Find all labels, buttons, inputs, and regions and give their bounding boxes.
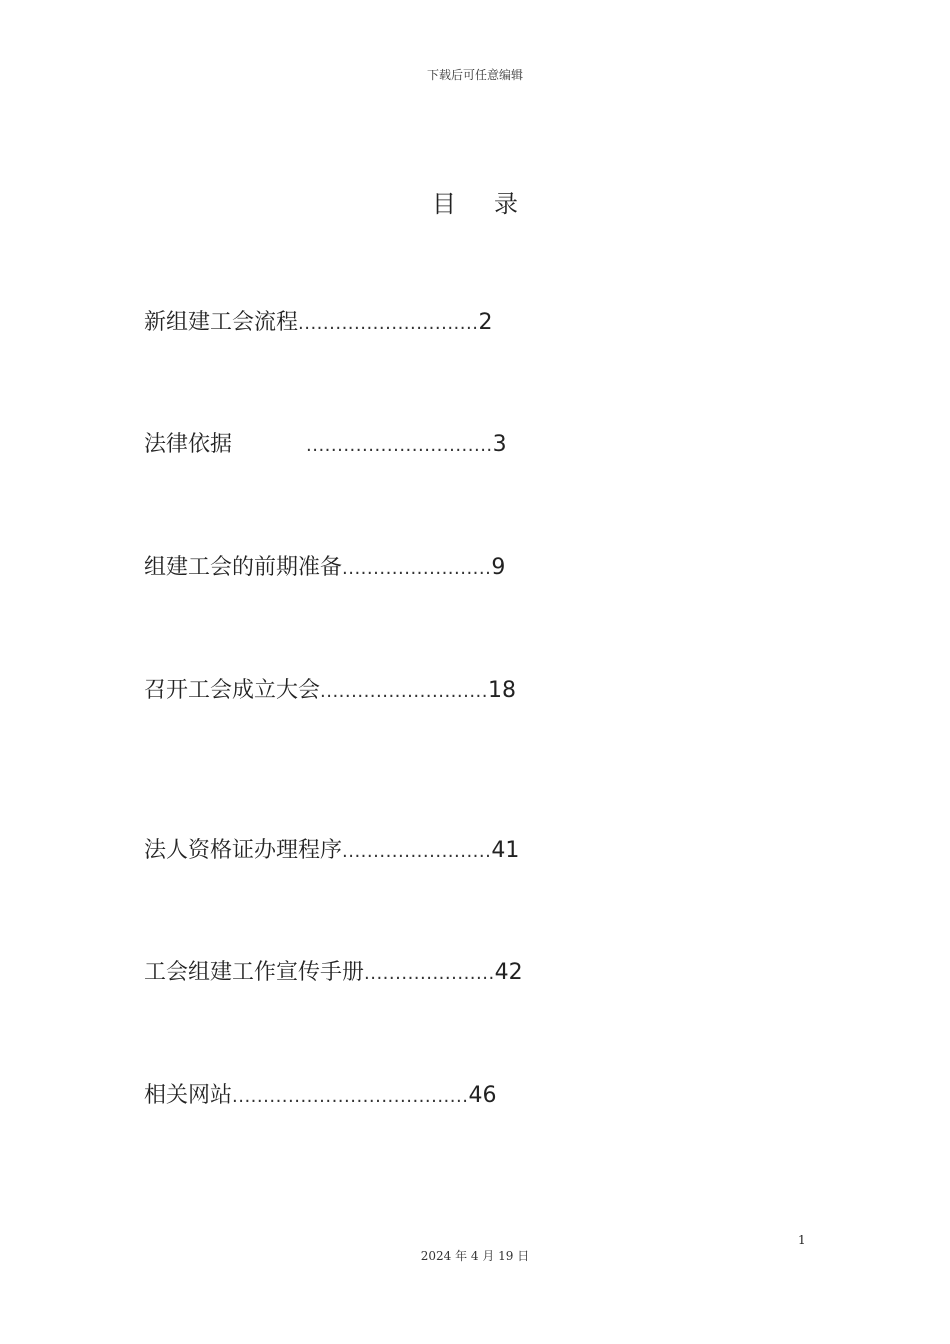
toc-entry[interactable] [144, 430, 507, 461]
toc-entry[interactable] [144, 676, 516, 707]
toc-leader-dots: ..................... [364, 963, 495, 984]
toc-entry[interactable] [144, 958, 523, 989]
toc-entry-label: 法人资格证办理程序 [144, 838, 343, 863]
toc-entry[interactable] [144, 553, 505, 584]
toc-leader-dots: ........................ [342, 558, 492, 579]
toc-page-number: 42 [494, 960, 523, 985]
page-number: 1 [798, 1233, 806, 1247]
toc-leader-dots: ...................................... [232, 1086, 469, 1107]
toc-entry[interactable] [144, 836, 519, 867]
toc-page-number: 46 [468, 1083, 497, 1108]
toc-leader-dots: ........................ [342, 841, 492, 862]
toc-leader-dots: .............................. [306, 435, 493, 456]
toc-title: 目录 [432, 190, 556, 218]
toc-entry-label: 新组建工会流程 [144, 310, 299, 335]
toc-leader-dots: ........................... [320, 681, 489, 702]
toc-entry-label: 组建工会的前期准备 [144, 555, 343, 580]
footer-date: 2024 年 4 月 19 日 [420, 1249, 530, 1263]
toc-page-number: 9 [491, 555, 506, 580]
toc-entry[interactable] [144, 308, 492, 339]
toc-page-number: 41 [491, 838, 520, 863]
toc-entry-label: 相关网站 [144, 1083, 233, 1108]
page-header-note: 下载后可任意编辑 [426, 68, 523, 82]
toc-page-number: 18 [488, 678, 517, 703]
toc-page-number: 2 [478, 310, 493, 335]
toc-entry[interactable] [144, 1081, 496, 1112]
toc-entry-label: 工会组建工作宣传手册 [144, 960, 365, 985]
toc-leader-dots: ............................. [298, 313, 479, 334]
toc-entry-label: 法律依据 [144, 432, 233, 457]
toc-page-number: 3 [492, 432, 507, 457]
toc-entry-label: 召开工会成立大会 [144, 678, 321, 703]
